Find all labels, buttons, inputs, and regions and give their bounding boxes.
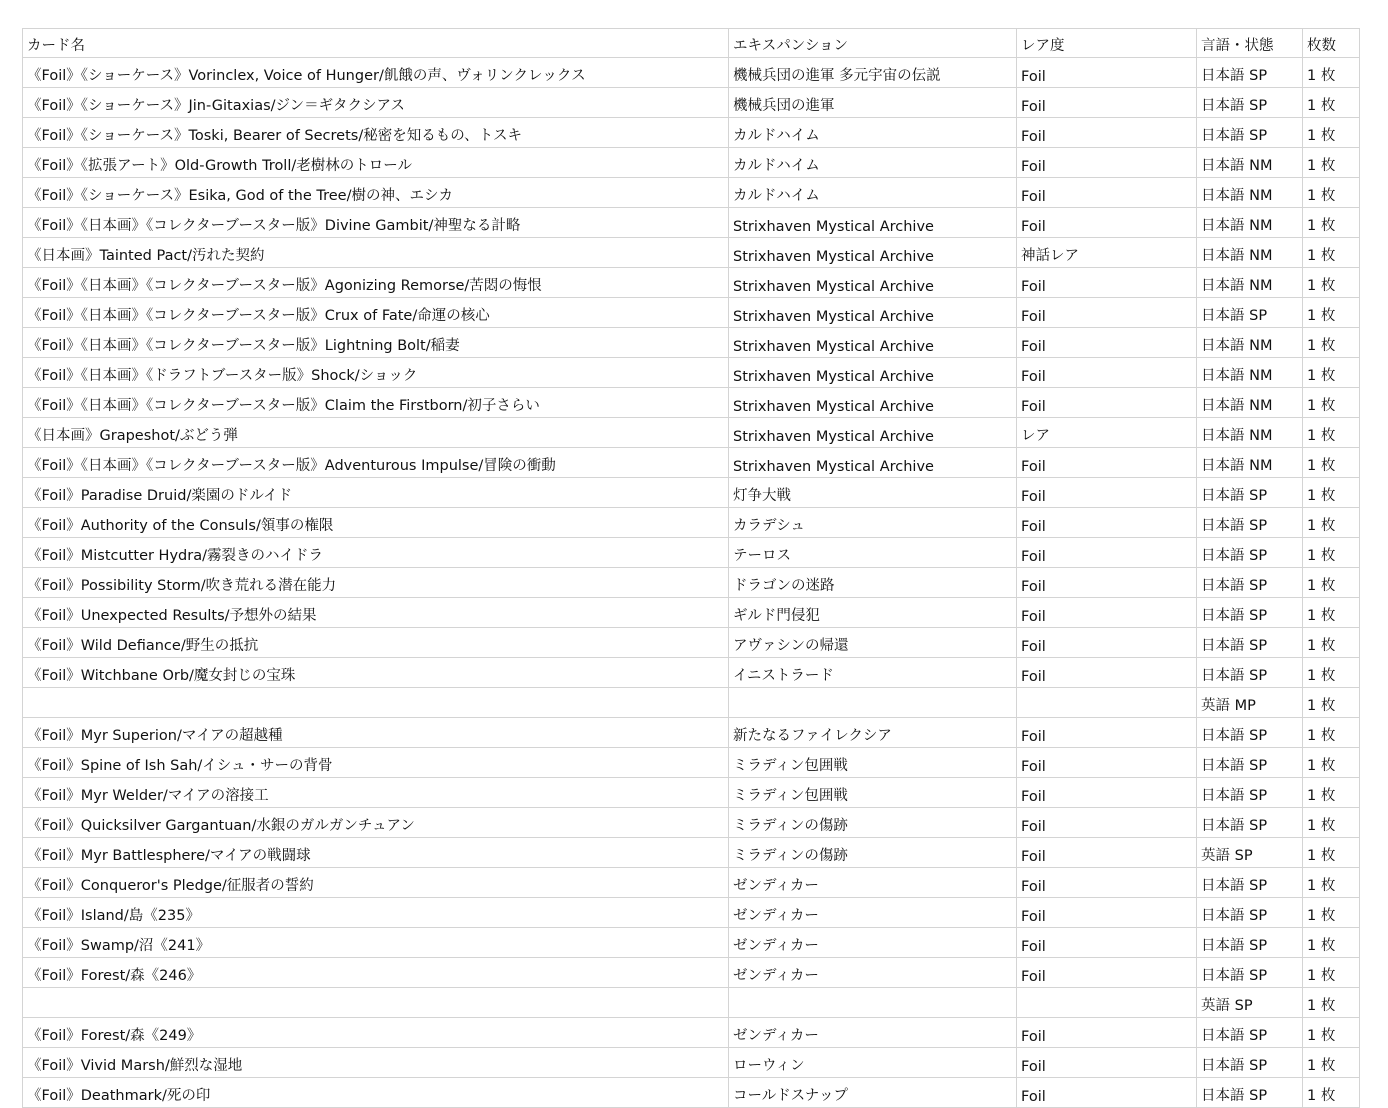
- table-row: [23, 268, 1360, 298]
- cell-card-name: 《Foil》《日本画》《コレクターブースター版》Crux of Fate/命運の核心: [23, 298, 729, 328]
- cell-expansion: ゼンディカー: [729, 898, 1017, 928]
- table-row: [23, 718, 1360, 748]
- table-row: [23, 568, 1360, 598]
- cell-expansion: Strixhaven Mystical Archive: [729, 388, 1017, 418]
- cell-language-condition: 日本語 SP: [1197, 598, 1303, 628]
- cell-card-name: [23, 688, 729, 718]
- cell-expansion: [729, 688, 1017, 718]
- cell-language-condition: 日本語 NM: [1197, 148, 1303, 178]
- cell-card-name: 《Foil》Unexpected Results/予想外の結果: [23, 598, 729, 628]
- cell-rarity: Foil: [1017, 1078, 1197, 1108]
- table-row: [23, 868, 1360, 898]
- cell-quantity: 1 枚: [1303, 118, 1360, 148]
- header-quantity: 枚数: [1303, 29, 1360, 58]
- table-row: [23, 478, 1360, 508]
- cell-quantity: 1 枚: [1303, 838, 1360, 868]
- cell-quantity: 1 枚: [1303, 238, 1360, 268]
- cell-expansion: カルドハイム: [729, 148, 1017, 178]
- cell-card-name: 《Foil》Swamp/沼《241》: [23, 928, 729, 958]
- cell-card-name: 《日本画》Grapeshot/ぶどう弾: [23, 418, 729, 448]
- table-row: [23, 238, 1360, 268]
- table-row: [23, 988, 1360, 1018]
- cell-expansion: ミラディンの傷跡: [729, 838, 1017, 868]
- cell-expansion: カルドハイム: [729, 118, 1017, 148]
- cell-expansion: Strixhaven Mystical Archive: [729, 208, 1017, 238]
- cell-quantity: 1 枚: [1303, 778, 1360, 808]
- cell-rarity: Foil: [1017, 358, 1197, 388]
- cell-language-condition: 日本語 SP: [1197, 1078, 1303, 1108]
- cell-card-name: 《Foil》《日本画》《コレクターブースター版》Lightning Bolt/稲妻: [23, 328, 729, 358]
- cell-expansion: ミラディンの傷跡: [729, 808, 1017, 838]
- cell-expansion: 機械兵団の進軍 多元宇宙の伝説: [729, 58, 1017, 88]
- cell-expansion: ゼンディカー: [729, 928, 1017, 958]
- cell-rarity: Foil: [1017, 208, 1197, 238]
- cell-rarity: Foil: [1017, 838, 1197, 868]
- cell-quantity: 1 枚: [1303, 88, 1360, 118]
- cell-quantity: 1 枚: [1303, 298, 1360, 328]
- table-row: [23, 298, 1360, 328]
- cell-quantity: 1 枚: [1303, 1048, 1360, 1078]
- cell-expansion: Strixhaven Mystical Archive: [729, 418, 1017, 448]
- cell-language-condition: 日本語 NM: [1197, 238, 1303, 268]
- cell-quantity: 1 枚: [1303, 958, 1360, 988]
- cell-rarity: Foil: [1017, 1018, 1197, 1048]
- cell-rarity: Foil: [1017, 748, 1197, 778]
- table-row: [23, 658, 1360, 688]
- cell-rarity: Foil: [1017, 508, 1197, 538]
- cell-rarity: Foil: [1017, 778, 1197, 808]
- cell-quantity: 1 枚: [1303, 868, 1360, 898]
- cell-quantity: 1 枚: [1303, 1018, 1360, 1048]
- header-expansion: エキスパンション: [729, 29, 1017, 58]
- cell-language-condition: 日本語 SP: [1197, 478, 1303, 508]
- cell-expansion: ゼンディカー: [729, 868, 1017, 898]
- header-language-condition: 言語・状態: [1197, 29, 1303, 58]
- cell-card-name: 《Foil》《日本画》《コレクターブースター版》Agonizing Remorse/苦悶の悔恨: [23, 268, 729, 298]
- cell-rarity: Foil: [1017, 88, 1197, 118]
- cell-quantity: 1 枚: [1303, 718, 1360, 748]
- cell-rarity: Foil: [1017, 628, 1197, 658]
- cell-rarity: [1017, 988, 1197, 1018]
- header-rarity: レア度: [1017, 29, 1197, 58]
- cell-rarity: Foil: [1017, 118, 1197, 148]
- cell-quantity: 1 枚: [1303, 268, 1360, 298]
- cell-expansion: カラデシュ: [729, 508, 1017, 538]
- cell-quantity: 1 枚: [1303, 478, 1360, 508]
- cell-expansion: ドラゴンの迷路: [729, 568, 1017, 598]
- cell-language-condition: 日本語 SP: [1197, 118, 1303, 148]
- cell-rarity: Foil: [1017, 808, 1197, 838]
- cell-rarity: Foil: [1017, 388, 1197, 418]
- card-list-table: [22, 28, 1360, 1108]
- cell-quantity: 1 枚: [1303, 508, 1360, 538]
- cell-rarity: [1017, 688, 1197, 718]
- cell-rarity: Foil: [1017, 298, 1197, 328]
- table-row: [23, 118, 1360, 148]
- cell-rarity: レア: [1017, 418, 1197, 448]
- cell-card-name: 《Foil》Witchbane Orb/魔女封じの宝珠: [23, 658, 729, 688]
- cell-rarity: Foil: [1017, 958, 1197, 988]
- table-row: [23, 778, 1360, 808]
- cell-language-condition: 日本語 NM: [1197, 358, 1303, 388]
- table-row: [23, 358, 1360, 388]
- table-row: [23, 388, 1360, 418]
- cell-language-condition: 日本語 SP: [1197, 298, 1303, 328]
- cell-card-name: 《Foil》《拡張アート》Old-Growth Troll/老樹林のトロール: [23, 148, 729, 178]
- cell-rarity: Foil: [1017, 928, 1197, 958]
- cell-quantity: 1 枚: [1303, 988, 1360, 1018]
- cell-language-condition: 日本語 NM: [1197, 448, 1303, 478]
- cell-rarity: Foil: [1017, 58, 1197, 88]
- cell-card-name: 《Foil》Conqueror's Pledge/征服者の誓約: [23, 868, 729, 898]
- table-row: [23, 178, 1360, 208]
- cell-expansion: Strixhaven Mystical Archive: [729, 298, 1017, 328]
- cell-language-condition: 日本語 SP: [1197, 538, 1303, 568]
- cell-card-name: 《Foil》Paradise Druid/楽園のドルイド: [23, 478, 729, 508]
- cell-quantity: 1 枚: [1303, 388, 1360, 418]
- cell-language-condition: 日本語 SP: [1197, 868, 1303, 898]
- cell-expansion: 機械兵団の進軍: [729, 88, 1017, 118]
- table-row: [23, 838, 1360, 868]
- cell-expansion: ミラディン包囲戦: [729, 748, 1017, 778]
- cell-language-condition: 日本語 SP: [1197, 778, 1303, 808]
- cell-language-condition: 英語 MP: [1197, 688, 1303, 718]
- cell-language-condition: 日本語 SP: [1197, 88, 1303, 118]
- table-row: [23, 958, 1360, 988]
- table-row: [23, 148, 1360, 178]
- cell-card-name: 《日本画》Tainted Pact/汚れた契約: [23, 238, 729, 268]
- cell-quantity: 1 枚: [1303, 658, 1360, 688]
- cell-rarity: Foil: [1017, 178, 1197, 208]
- cell-card-name: 《Foil》Vivid Marsh/鮮烈な湿地: [23, 1048, 729, 1078]
- cell-quantity: 1 枚: [1303, 808, 1360, 838]
- cell-expansion: ローウィン: [729, 1048, 1017, 1078]
- cell-rarity: Foil: [1017, 898, 1197, 928]
- cell-expansion: ゼンディカー: [729, 958, 1017, 988]
- header-row: [23, 29, 1360, 58]
- cell-card-name: 《Foil》《ショーケース》Jin-Gitaxias/ジン＝ギタクシアス: [23, 88, 729, 118]
- cell-rarity: Foil: [1017, 148, 1197, 178]
- cell-language-condition: 日本語 NM: [1197, 178, 1303, 208]
- cell-language-condition: 日本語 SP: [1197, 1018, 1303, 1048]
- table-row: [23, 208, 1360, 238]
- cell-quantity: 1 枚: [1303, 208, 1360, 238]
- cell-language-condition: 英語 SP: [1197, 988, 1303, 1018]
- cell-rarity: Foil: [1017, 268, 1197, 298]
- cell-expansion: ゼンディカー: [729, 1018, 1017, 1048]
- cell-card-name: 《Foil》Forest/森《249》: [23, 1018, 729, 1048]
- cell-language-condition: 日本語 SP: [1197, 718, 1303, 748]
- table-row: [23, 688, 1360, 718]
- card-list-sheet: [22, 28, 1360, 1108]
- cell-quantity: 1 枚: [1303, 928, 1360, 958]
- cell-expansion: Strixhaven Mystical Archive: [729, 238, 1017, 268]
- cell-rarity: Foil: [1017, 718, 1197, 748]
- cell-card-name: 《Foil》Possibility Storm/吹き荒れる潜在能力: [23, 568, 729, 598]
- header-card-name: カード名: [23, 29, 729, 58]
- cell-card-name: 《Foil》Wild Defiance/野生の抵抗: [23, 628, 729, 658]
- cell-rarity: Foil: [1017, 598, 1197, 628]
- cell-quantity: 1 枚: [1303, 538, 1360, 568]
- cell-expansion: Strixhaven Mystical Archive: [729, 268, 1017, 298]
- cell-language-condition: 日本語 SP: [1197, 1048, 1303, 1078]
- cell-card-name: 《Foil》《ショーケース》Vorinclex, Voice of Hunger/飢餓の声、ヴォリンクレックス: [23, 58, 729, 88]
- cell-quantity: 1 枚: [1303, 898, 1360, 928]
- cell-language-condition: 日本語 SP: [1197, 658, 1303, 688]
- cell-rarity: 神話レア: [1017, 238, 1197, 268]
- cell-language-condition: 英語 SP: [1197, 838, 1303, 868]
- cell-card-name: 《Foil》《日本画》《コレクターブースター版》Divine Gambit/神聖なる計略: [23, 208, 729, 238]
- cell-rarity: Foil: [1017, 448, 1197, 478]
- cell-quantity: 1 枚: [1303, 568, 1360, 598]
- table-row: [23, 538, 1360, 568]
- cell-rarity: Foil: [1017, 568, 1197, 598]
- cell-language-condition: 日本語 SP: [1197, 748, 1303, 778]
- cell-language-condition: 日本語 SP: [1197, 568, 1303, 598]
- cell-card-name: 《Foil》Myr Battlesphere/マイアの戦闘球: [23, 838, 729, 868]
- cell-language-condition: 日本語 SP: [1197, 808, 1303, 838]
- cell-card-name: 《Foil》《ショーケース》Esika, God of the Tree/樹の神、エシカ: [23, 178, 729, 208]
- cell-language-condition: 日本語 NM: [1197, 328, 1303, 358]
- cell-language-condition: 日本語 SP: [1197, 958, 1303, 988]
- cell-language-condition: 日本語 SP: [1197, 928, 1303, 958]
- cell-expansion: カルドハイム: [729, 178, 1017, 208]
- cell-rarity: Foil: [1017, 538, 1197, 568]
- cell-expansion: アヴァシンの帰還: [729, 628, 1017, 658]
- cell-rarity: Foil: [1017, 658, 1197, 688]
- table-row: [23, 1078, 1360, 1108]
- cell-card-name: 《Foil》Authority of the Consuls/領事の権限: [23, 508, 729, 538]
- cell-quantity: 1 枚: [1303, 598, 1360, 628]
- cell-language-condition: 日本語 NM: [1197, 208, 1303, 238]
- table-row: [23, 808, 1360, 838]
- cell-card-name: 《Foil》Quicksilver Gargantuan/水銀のガルガンチュアン: [23, 808, 729, 838]
- cell-quantity: 1 枚: [1303, 748, 1360, 778]
- cell-rarity: Foil: [1017, 328, 1197, 358]
- cell-language-condition: 日本語 SP: [1197, 58, 1303, 88]
- cell-expansion: イニストラード: [729, 658, 1017, 688]
- cell-card-name: 《Foil》《ショーケース》Toski, Bearer of Secrets/秘密を知るもの、トスキ: [23, 118, 729, 148]
- table-row: [23, 418, 1360, 448]
- cell-card-name: 《Foil》《日本画》《コレクターブースター版》Adventurous Impulse/冒険の衝動: [23, 448, 729, 478]
- cell-quantity: 1 枚: [1303, 178, 1360, 208]
- table-row: [23, 88, 1360, 118]
- table-row: [23, 898, 1360, 928]
- cell-quantity: 1 枚: [1303, 328, 1360, 358]
- cell-card-name: 《Foil》Spine of Ish Sah/イシュ・サーの背骨: [23, 748, 729, 778]
- cell-quantity: 1 枚: [1303, 1078, 1360, 1108]
- cell-card-name: 《Foil》Deathmark/死の印: [23, 1078, 729, 1108]
- table-row: [23, 928, 1360, 958]
- cell-expansion: [729, 988, 1017, 1018]
- table-row: [23, 598, 1360, 628]
- cell-card-name: 《Foil》《日本画》《ドラフトブースター版》Shock/ショック: [23, 358, 729, 388]
- cell-language-condition: 日本語 SP: [1197, 898, 1303, 928]
- cell-card-name: [23, 988, 729, 1018]
- cell-quantity: 1 枚: [1303, 448, 1360, 478]
- cell-card-name: 《Foil》Island/島《235》: [23, 898, 729, 928]
- cell-language-condition: 日本語 NM: [1197, 268, 1303, 298]
- table-row: [23, 1018, 1360, 1048]
- cell-quantity: 1 枚: [1303, 688, 1360, 718]
- table-row: [23, 448, 1360, 478]
- table-row: [23, 328, 1360, 358]
- cell-card-name: 《Foil》Myr Welder/マイアの溶接工: [23, 778, 729, 808]
- cell-rarity: Foil: [1017, 1048, 1197, 1078]
- cell-expansion: Strixhaven Mystical Archive: [729, 358, 1017, 388]
- cell-quantity: 1 枚: [1303, 358, 1360, 388]
- table-row: [23, 1048, 1360, 1078]
- cell-expansion: コールドスナップ: [729, 1078, 1017, 1108]
- cell-language-condition: 日本語 NM: [1197, 388, 1303, 418]
- table-row: [23, 58, 1360, 88]
- cell-quantity: 1 枚: [1303, 628, 1360, 658]
- cell-rarity: Foil: [1017, 868, 1197, 898]
- cell-language-condition: 日本語 SP: [1197, 628, 1303, 658]
- cell-language-condition: 日本語 NM: [1197, 418, 1303, 448]
- cell-expansion: 灯争大戦: [729, 478, 1017, 508]
- cell-expansion: Strixhaven Mystical Archive: [729, 328, 1017, 358]
- table-row: [23, 508, 1360, 538]
- cell-quantity: 1 枚: [1303, 418, 1360, 448]
- table-row: [23, 748, 1360, 778]
- cell-expansion: Strixhaven Mystical Archive: [729, 448, 1017, 478]
- cell-expansion: ギルド門侵犯: [729, 598, 1017, 628]
- cell-card-name: 《Foil》《日本画》《コレクターブースター版》Claim the Firstborn/初子さらい: [23, 388, 729, 418]
- cell-card-name: 《Foil》Mistcutter Hydra/霧裂きのハイドラ: [23, 538, 729, 568]
- cell-card-name: 《Foil》Forest/森《246》: [23, 958, 729, 988]
- cell-expansion: 新たなるファイレクシア: [729, 718, 1017, 748]
- cell-expansion: ミラディン包囲戦: [729, 778, 1017, 808]
- cell-quantity: 1 枚: [1303, 58, 1360, 88]
- cell-quantity: 1 枚: [1303, 148, 1360, 178]
- cell-card-name: 《Foil》Myr Superion/マイアの超越種: [23, 718, 729, 748]
- cell-expansion: テーロス: [729, 538, 1017, 568]
- cell-language-condition: 日本語 SP: [1197, 508, 1303, 538]
- table-row: [23, 628, 1360, 658]
- cell-rarity: Foil: [1017, 478, 1197, 508]
